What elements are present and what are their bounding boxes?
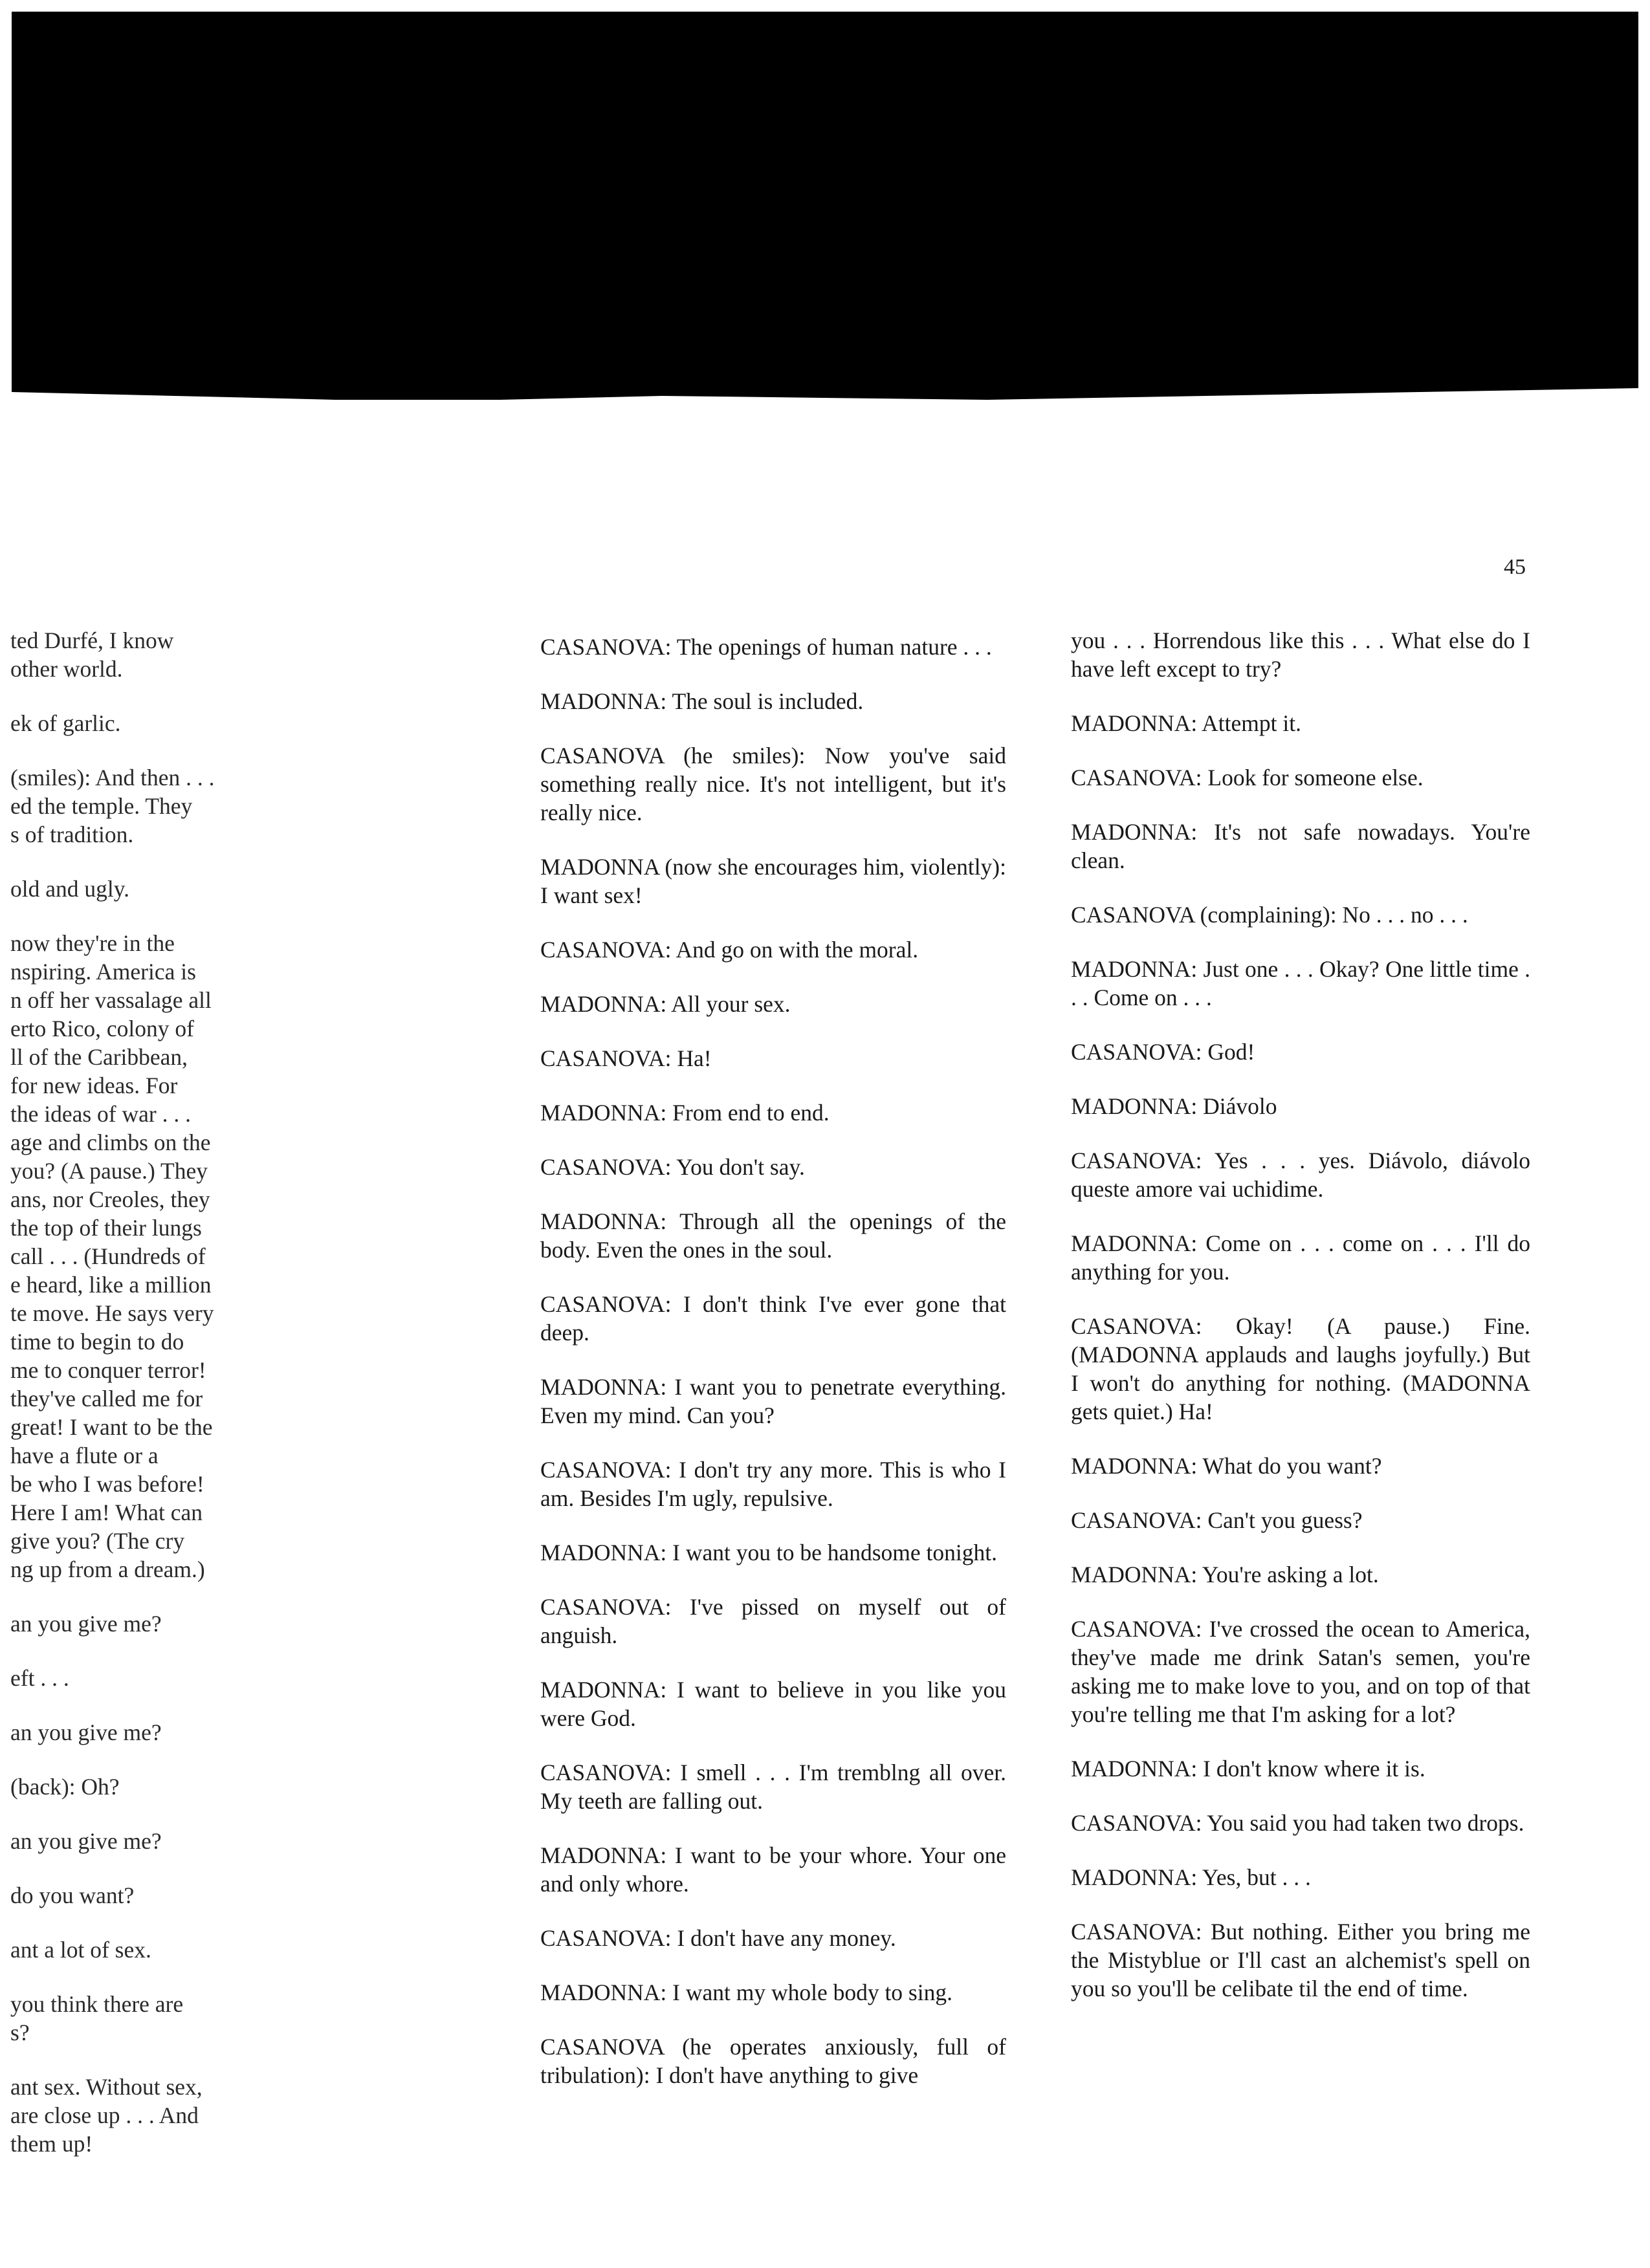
left-column-line: Here I am! What can [10, 1499, 203, 1525]
left-column-line: ek of garlic. [10, 710, 121, 736]
left-column-line-group [10, 2073, 237, 2158]
dialogue-paragraph: CASANOVA: But nothing. Either you bring me the Mistyblue or I'll cast an alchemist's spell on you so you'll be celibate til the end of time. [1071, 1919, 1530, 2001]
left-column-line: be who I was before! [10, 1471, 204, 1497]
left-column-line: the top of their lungs [10, 1215, 202, 1241]
left-column-line: the ideas of war . . . [10, 1101, 191, 1127]
dialogue-paragraph: CASANOVA: You don't say. [540, 1154, 805, 1180]
dialogue-paragraph: MADONNA: I want you to be handsome tonight. [540, 1540, 997, 1565]
left-column-line: an you give me? [10, 1719, 162, 1745]
left-column-line-group [10, 1881, 237, 1910]
dialogue-paragraph: MADONNA (now she encourages him, violently): I want sex! [540, 854, 1006, 908]
dialogue-paragraph: CASANOVA: I've crossed the ocean to America, they've made me drink Satan's semen, you're asking me to make love to you, and on top of that you're telling me that I'm asking for a lot? [1071, 1616, 1530, 1727]
dialogue-paragraph: MADONNA: It's not safe nowadays. You're clean. [1071, 819, 1530, 873]
dialogue-paragraph: MADONNA: The soul is included. [540, 688, 864, 714]
left-column-text [10, 626, 237, 2184]
right-column-text [1071, 626, 1530, 2029]
left-column-line-group [10, 1990, 237, 2047]
left-column-line-group [10, 1718, 237, 1747]
left-column-line: erto Rico, colony of [10, 1016, 194, 1041]
left-column-line: s of tradition. [10, 822, 134, 847]
dialogue-paragraph: CASANOVA: I don't have any money. [540, 1925, 896, 1951]
dialogue-paragraph: CASANOVA: Ha! [540, 1045, 712, 1071]
left-column-line-group [10, 1772, 237, 1801]
left-column-line: for new ideas. For [10, 1073, 178, 1098]
dialogue-paragraph: you . . . Horrendous like this . . . What else do I have left except to try? [1071, 627, 1530, 682]
left-column-line: (smiles): And then . . . [10, 765, 215, 791]
dialogue-paragraph: MADONNA: I want to be your whore. Your one and only whore. [540, 1842, 1006, 1897]
left-column-line: n off her vassalage all [10, 987, 212, 1013]
left-column-line: ng up from a dream.) [10, 1556, 205, 1582]
left-column-line: other world. [10, 656, 123, 682]
left-column-line: have a flute or a [10, 1443, 159, 1468]
left-column-line-group [10, 1609, 237, 1638]
left-column-line: ed the temple. They [10, 793, 193, 819]
dialogue-paragraph: MADONNA: From end to end. [540, 1100, 830, 1126]
left-column-line-group [10, 875, 237, 903]
left-column-line: ans, nor Creoles, they [10, 1186, 210, 1212]
dialogue-paragraph: CASANOVA: You said you had taken two drops. [1071, 1810, 1524, 1836]
dialogue-paragraph: MADONNA: Through all the openings of the body. Even the ones in the soul. [540, 1208, 1006, 1263]
dialogue-paragraph: MADONNA: Diávolo [1071, 1093, 1277, 1119]
left-column-line: me to conquer terror! [10, 1357, 206, 1383]
dialogue-paragraph: MADONNA: What do you want? [1071, 1453, 1382, 1479]
left-column-line: call . . . (Hundreds of [10, 1243, 206, 1269]
dialogue-paragraph: CASANOVA: I don't try any more. This is who I am. Besides I'm ugly, repulsive. [540, 1457, 1006, 1511]
dialogue-paragraph: CASANOVA: God! [1071, 1039, 1255, 1065]
left-column-line: great! I want to be the [10, 1414, 213, 1440]
left-column-line: old and ugly. [10, 876, 130, 902]
dialogue-paragraph: MADONNA: Just one . . . Okay? One little time . . . Come on . . . [1071, 956, 1530, 1010]
dialogue-paragraph: CASANOVA: Can't you guess? [1071, 1507, 1363, 1533]
left-column-line: (back): Oh? [10, 1774, 120, 1800]
dialogue-paragraph: CASANOVA (he smiles): Now you've said something really nice. It's not intelligent, but it's really nice. [540, 743, 1006, 825]
left-column-line: they've called me for [10, 1386, 203, 1412]
left-column-line-group [10, 709, 237, 737]
dialogue-paragraph: MADONNA: You're asking a lot. [1071, 1562, 1379, 1587]
left-column-line-group [10, 626, 237, 683]
left-column-line: s? [10, 2020, 30, 2045]
left-column-line: give you? (The cry [10, 1528, 185, 1554]
left-column-line: them up! [10, 2131, 93, 2157]
left-column-line: you? (A pause.) They [10, 1158, 208, 1184]
left-column-line-group [10, 1827, 237, 1855]
left-column-line: you think there are [10, 1991, 184, 2017]
left-column-line: eft . . . [10, 1665, 69, 1691]
dialogue-paragraph: MADONNA: Yes, but . . . [1071, 1864, 1311, 1890]
dialogue-paragraph: MADONNA: I want to believe in you like you were God. [540, 1677, 1006, 1731]
dialogue-paragraph: MADONNA: Attempt it. [1071, 710, 1301, 736]
left-column-line-group [10, 1664, 237, 1692]
dialogue-paragraph: CASANOVA (complaining): No . . . no . . . [1071, 902, 1468, 928]
dialogue-paragraph: MADONNA: I don't know where it is. [1071, 1756, 1425, 1782]
left-column-line: e heard, like a million [10, 1272, 212, 1298]
left-column-line: time to begin to do [10, 1329, 184, 1355]
left-column-line: ant a lot of sex. [10, 1937, 151, 1963]
left-column-line-group [10, 1935, 237, 1964]
left-column-line: ll of the Caribbean, [10, 1044, 188, 1070]
dialogue-paragraph: CASANOVA: I don't think I've ever gone that deep. [540, 1291, 1006, 1346]
left-column-line: nspiring. America is [10, 959, 196, 985]
dialogue-paragraph: MADONNA: All your sex. [540, 991, 791, 1017]
left-column-line: do you want? [10, 1882, 135, 1908]
middle-column-text [540, 633, 1006, 2115]
dialogue-paragraph: CASANOVA: Yes . . . yes. Diávolo, diávolo queste amore vai uchidime. [1071, 1148, 1530, 1202]
dialogue-paragraph: CASANOVA: Look for someone else. [1071, 765, 1424, 791]
left-column-line: an you give me? [10, 1611, 162, 1637]
dialogue-paragraph: CASANOVA: And go on with the moral. [540, 937, 919, 963]
left-column-line: ant sex. Without sex, [10, 2074, 203, 2100]
left-column-line: an you give me? [10, 1828, 162, 1854]
dialogue-paragraph: MADONNA: I want you to penetrate everything. Even my mind. Can you? [540, 1374, 1006, 1428]
left-column-line: are close up . . . And [10, 2102, 199, 2128]
dialogue-paragraph: CASANOVA: I've pissed on myself out of anguish. [540, 1594, 1006, 1648]
left-column-line: age and climbs on the [10, 1129, 211, 1155]
left-column-line: te move. He says very [10, 1300, 214, 1326]
page-number: 45 [1504, 555, 1526, 579]
dialogue-paragraph: CASANOVA: I smell . . . I'm tremblng all over. My teeth are falling out. [540, 1760, 1006, 1814]
dialogue-paragraph: MADONNA: Come on . . . come on . . . I'll do anything for you. [1071, 1230, 1530, 1285]
left-column-line-group [10, 763, 237, 849]
dialogue-paragraph: CASANOVA: The openings of human nature . . . [540, 634, 992, 660]
redaction-block [12, 12, 1638, 400]
left-column-line-group [10, 929, 237, 1584]
dialogue-paragraph: CASANOVA (he operates anxiously, full of tribulation): I don't have anything to give [540, 2034, 1006, 2088]
left-column-line: ted Durfé, I know [10, 627, 174, 653]
dialogue-paragraph: CASANOVA: Okay! (A pause.) Fine. (MADONNA applauds and laughs joyfully.) But I won't do anything for nothing. (MADONNA gets quiet.) Ha! [1071, 1313, 1530, 1424]
left-column-line: now they're in the [10, 930, 175, 956]
dialogue-paragraph: MADONNA: I want my whole body to sing. [540, 1979, 952, 2005]
